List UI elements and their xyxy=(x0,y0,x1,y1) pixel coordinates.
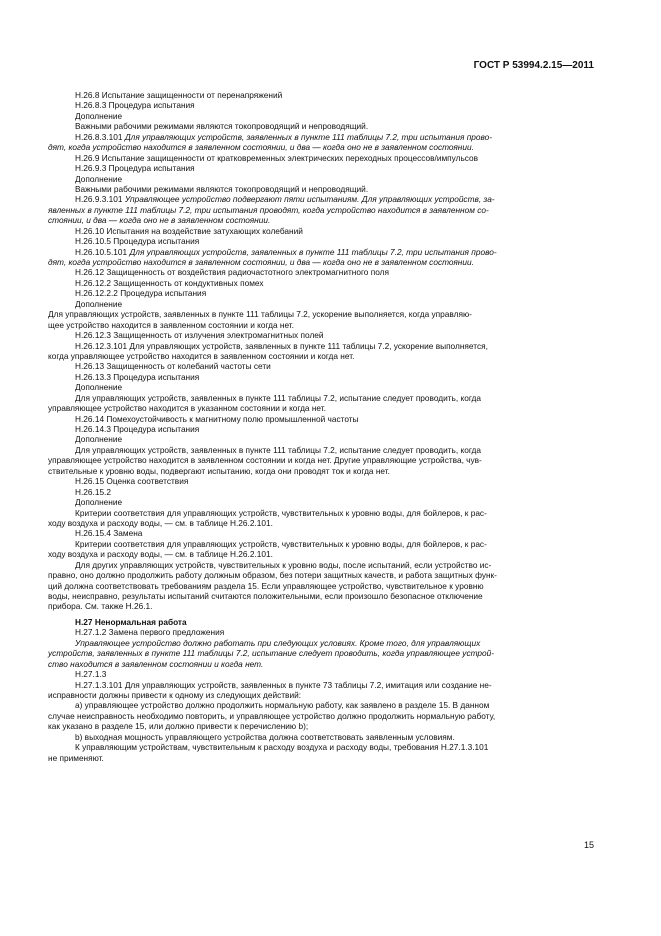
paragraph-line: Для управляющих устройств, заявленных в пункте 111 таблицы 7.2, испытание следует проводить, когда xyxy=(75,444,481,455)
paragraph-line: дят, когда устройство находится в заявленном состоянии, и два — когда оно не в заявленном состоянии. xyxy=(48,142,474,153)
standard-header: ГОСТ Р 53994.2.15—2011 xyxy=(473,60,594,71)
clause-heading: Н.26.14.3 Процедура испытания xyxy=(75,424,200,434)
paragraph-line: Н.27.1.3.101 Для управляющих устройств, заявленных в пункте 73 таблицы 7.2, имитация или создание не- xyxy=(75,679,492,690)
paragraph-line: когда управляющее устройство находится в заявленном состоянии и когда нет. xyxy=(48,350,355,361)
clause-number: Н.26.8.3.101 xyxy=(75,131,125,142)
paragraph-line xyxy=(48,132,588,142)
clause-heading: Н.27.1.2 Замена первого предложения xyxy=(75,627,225,638)
clause-heading: Н.26.12.2 Защищенность от кондуктивных помех xyxy=(75,277,264,288)
section-heading: Н.27 Ненормальная работа xyxy=(75,616,187,627)
clause-heading: Н.26.8 Испытание защищенности от перенапряжений xyxy=(75,90,283,100)
clause-heading: Н.26.12 Защищенность от воздействия радиочастотного электромагнитного поля xyxy=(75,267,389,278)
clause-heading: Н.26.15.2 xyxy=(75,486,111,497)
clause-heading: Н.26.10.5 Процедура испытания xyxy=(75,236,200,247)
paragraph-line: устройств, заявленных в пункте 111 таблицы 7.2, испытание следует проводить, когда управляющее устрой- xyxy=(48,648,495,659)
page-number: 15 xyxy=(583,840,594,850)
paragraph-line: щее устройство находится в заявленном состоянии и когда нет. xyxy=(48,319,294,330)
clause-heading: Н.26.12.3 Защищенность от излучения электромагнитных полей xyxy=(75,330,324,341)
list-item-a: а) управляющее устройство должно продолжить нормальную работу, как заявлено в разделе 15. В данном xyxy=(75,700,490,711)
paragraph-line: Н.26.12.3.101 Для управляющих устройств, заявленных в пункте 111 таблицы 7.2, ускорение выполняется, xyxy=(75,340,488,351)
document-body xyxy=(48,90,588,763)
paragraph-line: Критерии соответствия для управляющих устройств, чувствительных к уровню воды, для бойлеров, к рас- xyxy=(75,538,487,549)
paragraph-line xyxy=(48,194,588,204)
addition-label: Дополнение xyxy=(75,434,123,445)
paragraph-line: как указано в разделе 15, или должно привести к перечислению b); xyxy=(48,721,309,732)
clause-heading: Н.26.9 Испытание защищенности от кратковременных электрических переходных процессов/импульсов xyxy=(75,152,479,163)
clause-heading: Н.26.15.4 Замена xyxy=(75,528,143,539)
clause-heading: Н.26.15 Оценка соответствия xyxy=(75,476,189,487)
paragraph-line: ций должна соответствовать требованиям раздела 15. Если управляющее устройство, чувствительное к уровню xyxy=(48,580,484,591)
paragraph-line: К управляющим устройствам, чувствительным к расходу воздуха и расходу воды, требования Н.27.1.3.101 xyxy=(75,742,489,753)
paragraph-line: ствительные к уровню воды, подвергают испытанию, когда они проводят ток и когда нет. xyxy=(48,465,390,476)
paragraph-line: прибора. См. также Н.26.1. xyxy=(48,601,153,612)
addition-label: Дополнение xyxy=(75,298,123,309)
clause-heading: Н.26.13.3 Процедура испытания xyxy=(75,371,200,382)
clause-heading: Н.26.13 Защищенность от колебаний частоты сети xyxy=(75,361,271,372)
italic-text: Для управляющих устройств, заявленных в пункте 111 таблицы 7.2, три испытания прово- xyxy=(124,131,493,142)
clause-number: Н.26.9.3.101 xyxy=(75,194,125,205)
clause-heading: Н.26.14 Помехоустойчивость к магнитному полю промышленной частоты xyxy=(75,413,359,424)
clause-heading: Н.26.9.3 Процедура испытания xyxy=(75,163,195,174)
paragraph-line: исправности должны привести к одному из следующих действий: xyxy=(48,689,302,700)
paragraph-line: стоянии, и два — когда оно не в заявленном состоянии. xyxy=(48,215,271,226)
clause-heading: Н.26.8.3 Процедура испытания xyxy=(75,100,195,111)
paragraph-line: случае неисправность необходимо повторить, и управляющее устройство должно продолжить нормальную работу, xyxy=(48,710,496,721)
paragraph-line: правно, оно должно продолжить работу должным образом, без потери защитных качеств, и работа защитных функ- xyxy=(48,570,497,581)
paragraph-line: ходу воздуха и расходу воды, — см. в таблице Н.26.2.101. xyxy=(48,517,273,528)
paragraph-line: ходу воздуха и расходу воды, — см. в таблице Н.26.2.101. xyxy=(48,549,273,560)
clause-number: Н.26.10.5.101 xyxy=(75,246,130,257)
italic-text: Для управляющих устройств, заявленных в пункте 111 таблицы 7.2, три испытания прово- xyxy=(129,246,497,257)
paragraph-line: управляющее устройство находится в заявленном состоянии и когда нет. Другие управляющие устройства, чув- xyxy=(48,455,482,466)
paragraph-line: Для управляющих устройств, заявленных в пункте 111 таблицы 7.2, испытание следует проводить, когда xyxy=(75,392,481,403)
italic-text: Управляющее устройство подвергают пяти испытаниям. Для управляющих устройств, за- xyxy=(124,194,495,205)
paragraph-line: явленных в пункте 111 таблицы 7.2, три испытания проводят, когда устройство находится в заявленном со- xyxy=(48,204,489,215)
paragraph-line: Критерии соответствия для управляющих устройств, чувствительных к уровню воды, для бойлеров, к рас- xyxy=(75,507,487,518)
paragraph-line xyxy=(48,247,588,257)
addition-label: Дополнение xyxy=(75,173,123,184)
clause-heading: Н.26.10 Испытания на воздействие затухающих колебаний xyxy=(75,225,303,236)
paragraph-line: Для других управляющих устройств, чувствительных к уровню воды, после испытаний, если устройство ис- xyxy=(75,559,492,570)
paragraph-line: дят, когда устройство находится в заявленном состоянии, и два — когда оно не в заявленном состоянии. xyxy=(48,257,474,267)
clause-heading: Н.27.1.3 xyxy=(75,669,107,680)
paragraph-line: Управляющее устройство должно работать при следующих условиях. Кроме того, для управляющих xyxy=(75,637,481,648)
paragraph-line: Важными рабочими режимами являются токопроводящий и непроводящий. xyxy=(75,183,369,194)
addition-label: Дополнение xyxy=(75,110,123,121)
paragraph-line: воды, неисправно, результаты испытаний считаются положительными, если произошло безопасное отключение xyxy=(48,591,483,601)
paragraph-line: ство находится в заявленном состоянии и когда нет. xyxy=(48,658,264,669)
paragraph-line: Для управляющих устройств, заявленных в пункте 111 таблицы 7.2, ускорение выполняется, когда управляю- xyxy=(48,309,472,320)
paragraph-line: Важными рабочими режимами являются токопроводящий и непроводящий. xyxy=(75,121,369,132)
addition-label: Дополнение xyxy=(75,382,123,393)
clause-heading: Н.26.12.2.2 Процедура испытания xyxy=(75,288,207,299)
paragraph-line: управляющее устройство находится в указанном состоянии и когда нет. xyxy=(48,403,326,414)
paragraph-line: не применяют. xyxy=(48,752,104,763)
addition-label: Дополнение xyxy=(75,497,123,508)
list-item-b: b) выходная мощность управляющего устройства должна соответствовать заявленным условиям. xyxy=(75,731,455,742)
